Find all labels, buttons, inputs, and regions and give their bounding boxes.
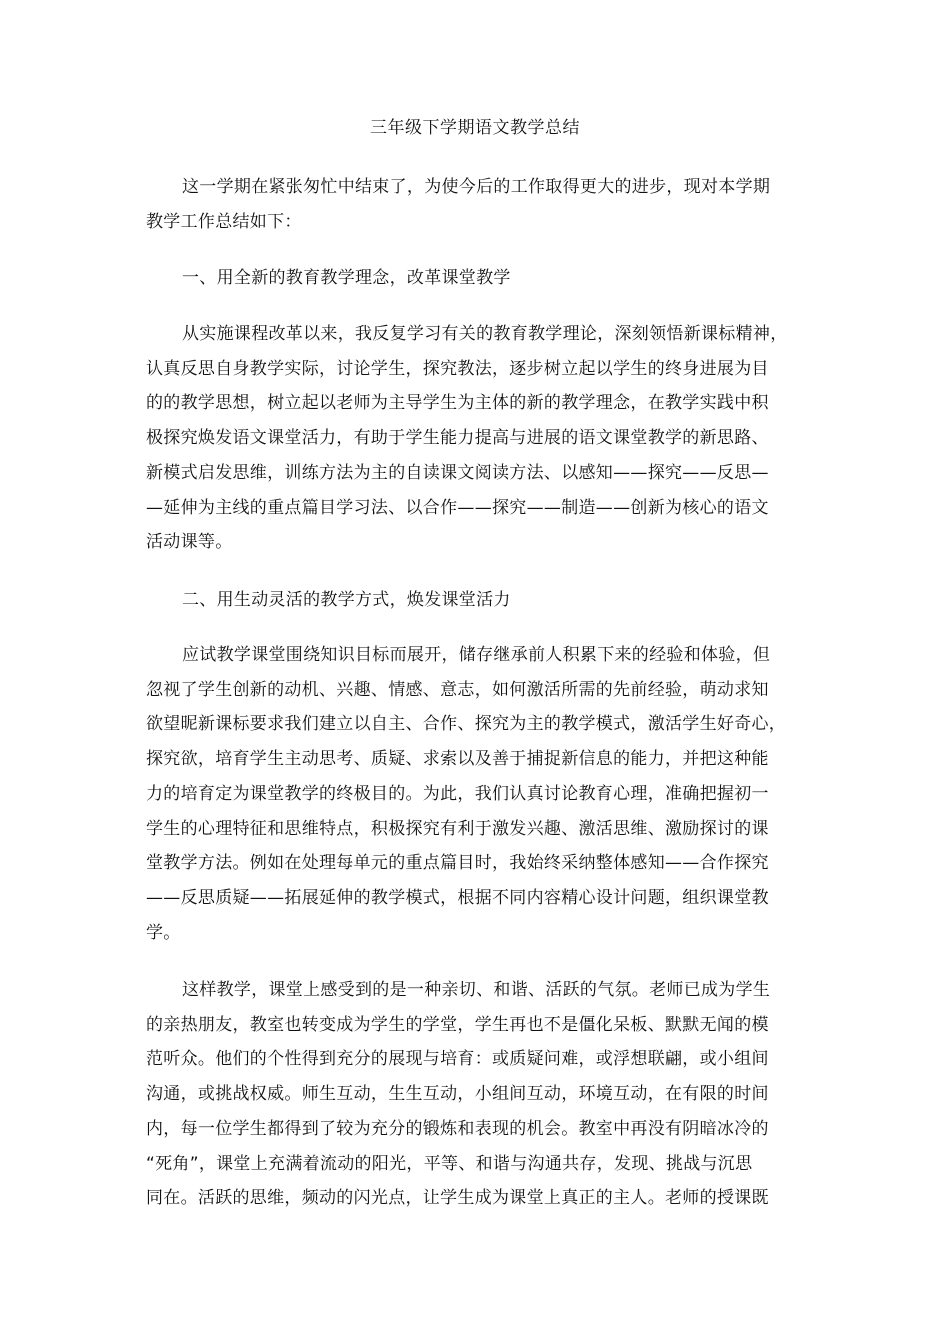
text-line: 内，每一位学生都得到了较为充分的锻炼和表现的机会。教室中再没有阴暗冰冷的 [146, 1118, 769, 1139]
text-line: 从实施课程改革以来，我反复学习有关的教育教学理论，深刻领悟新课标精神， [182, 324, 788, 344]
text-line: 这一学期在紧张匆忙中结束了，为使今后的工作取得更大的进步，现对本学期 [182, 177, 771, 197]
paragraph-3 [146, 973, 814, 1216]
text-line: —延伸为主线的重点篇目学习法、以合作——探究——制造——创新为核心的语文 [146, 497, 769, 518]
text-line: 应试教学课堂围绕知识目标而展开，储存继承前人积累下来的经验和体验，但 [182, 645, 771, 665]
text-line: 探究欲，培育学生主动思考、质疑、求索以及善于捕捉新信息的能力，并把这种能 [146, 749, 769, 770]
text-line: 的的教学思想，树立起以老师为主导学生为主体的新的教学理念，在教学实践中积 [146, 393, 769, 414]
document-title: 三年级下学期语文教学总结 [370, 118, 580, 138]
text-line: ——反思质疑——拓展延伸的教学模式，根据不同内容精心设计问题，组织课堂教 [146, 887, 769, 908]
text-line: 堂教学方法。例如在处理每单元的重点篇目时，我始终采纳整体感知——合作探究 [146, 853, 769, 874]
text-line: 范听众。他们的个性得到充分的展现与培育：或质疑问难，或浮想联翩，或小组间 [146, 1049, 769, 1070]
text-line: 沟通，或挑战权威。师生互动，生生互动，小组间互动，环境互动，在有限的时间 [146, 1084, 769, 1105]
heading-text: 一、用全新的教育教学理念，改革课堂教学 [182, 268, 511, 288]
section-heading-2 [146, 583, 814, 618]
section-heading-1 [146, 261, 814, 296]
text-line: 欲望昵新课标要求我们建立以自主、合作、探究为主的教学模式，激活学生好奇心， [146, 714, 787, 735]
text-line: 活动课等。 [146, 532, 233, 553]
text-line: “死角”，课堂上充满着流动的阳光，平等、和谐与沟通共存，发现、挑战与沉思 [146, 1153, 753, 1174]
text-line: 认真反思自身教学实际，讨论学生，探究教法，逐步树立起以学生的终身进展为目 [146, 358, 769, 379]
text-line: 同在。活跃的思维，频动的闪光点，让学生成为课堂上真正的主人。老师的授课既 [146, 1188, 769, 1209]
text-line: 的亲热朋友，教室也转变成为学生的学堂，学生再也不是僵化呆板、默默无闻的模 [146, 1014, 769, 1035]
text-line: 新模式启发思维，训练方法为主的自读课文阅读方法、以感知——探究——反思— [146, 462, 769, 483]
text-line: 教学工作总结如下： [146, 211, 302, 232]
intro-paragraph [146, 170, 814, 239]
text-line: 学。 [146, 922, 181, 943]
paragraph-2 [146, 638, 814, 950]
text-line: 力的培育定为课堂教学的终极目的。为此，我们认真讨论教育心理，准确把握初一 [146, 783, 769, 804]
heading-text: 二、用生动灵活的教学方式，焕发课堂活力 [182, 590, 511, 610]
text-line: 这样教学，课堂上感受到的是一种亲切、和谐、活跃的气氛。老师已成为学生 [182, 980, 771, 1000]
paragraph-1 [146, 317, 814, 560]
text-line: 学生的心理特征和思维特点，积极探究有利于激发兴趣、激活思维、激励探讨的课 [146, 818, 769, 839]
text-line: 极探究焕发语文课堂活力，有助于学生能力提高与进展的语文课堂教学的新思路、 [146, 428, 769, 449]
text-line: 忽视了学生创新的动机、兴趣、情感、意志，如何激活所需的先前经验，萌动求知 [146, 679, 769, 700]
